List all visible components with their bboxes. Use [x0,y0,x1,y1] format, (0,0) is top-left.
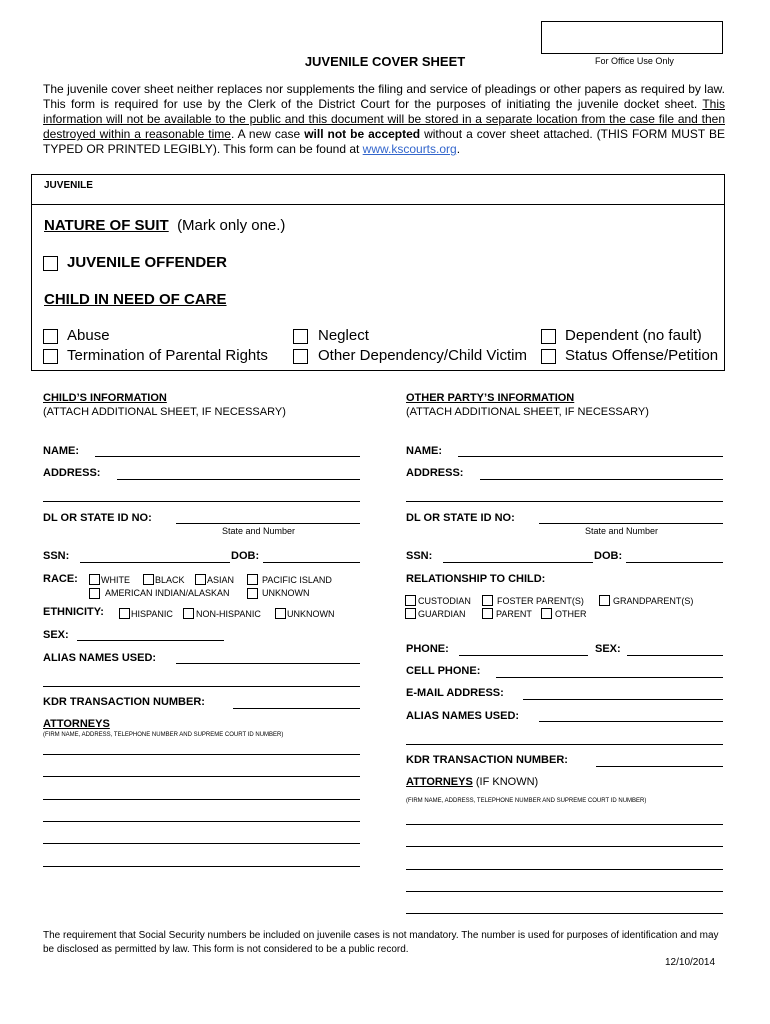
child-attorney-line-3[interactable] [43,799,360,800]
intro-paragraph: The juvenile cover sheet neither replaces nor supplements the filing and service of pleadings or other papers as required by law. This form is required for use by the Clerk of the District Court for the purposes of initiating the juvenile docket sheet. This information will not be available to the public and this document will be stored in a separate location from the case file and then destroyed within a reasonable time. A new case will not be accepted without a cover sheet attached. (THIS FORM MUST BE TYPED OR PRINTED LEGIBLY). This form can be found at www.kscourts.org. [43,82,726,156]
ethnicity-non-hispanic-checkbox[interactable] [183,608,194,619]
other-sex-label: SEX: [595,643,621,655]
termination-checkbox[interactable] [43,349,58,364]
other-kdr-label: KDR TRANSACTION NUMBER: [406,754,568,766]
relationship-custodian-label: CUSTODIAN [418,596,471,606]
race-asian-label: ASIAN [207,575,235,585]
dependent-checkbox[interactable] [541,329,556,344]
relationship-guardian-label: GUARDIAN [418,609,466,619]
other-email-label: E-MAIL ADDRESS: [406,687,504,699]
nature-of-suit-title: NATURE OF SUIT (Mark only one.) [44,217,286,234]
office-use-box[interactable] [541,21,723,54]
child-alias-field[interactable] [176,663,360,664]
relationship-custodian-checkbox[interactable] [405,595,416,606]
relationship-foster-parent-checkbox[interactable] [482,595,493,606]
other-ssn-field[interactable] [443,562,593,563]
child-kdr-field[interactable] [233,708,360,709]
other-address-label: ADDRESS: [406,467,464,479]
race-unknown-checkbox[interactable] [247,588,258,599]
juvenile-offender-label: JUVENILE OFFENDER [67,254,228,271]
relationship-grandparent-checkbox[interactable] [599,595,610,606]
abuse-checkbox[interactable] [43,329,58,344]
child-attorneys-note: (FIRM NAME, ADDRESS, TELEPHONE NUMBER AND SUPREME COURT ID NUMBER) [43,732,284,738]
ssn-disclaimer: The requirement that Social Security numbers be included on juvenile cases is not mandatory. The number is used for purposes of identification and may be disclosed as permitted by law. This form is not considered to be a public record. [43,930,719,955]
status-offense-label: Status Offense/Petition [565,347,719,364]
other-dependency-label: Other Dependency/Child Victim [318,347,527,364]
other-dependency-checkbox[interactable] [293,349,308,364]
other-phone-field[interactable] [459,655,588,656]
child-attorney-line-2[interactable] [43,776,360,777]
other-ssn-label: SSN: [406,550,433,562]
other-attorneys-heading: ATTORNEYS (IF KNOWN) [406,776,539,788]
other-kdr-field[interactable] [596,766,723,767]
ethnicity-hispanic-label: HISPANIC [131,609,173,619]
cinc-title: CHILD IN NEED OF CARE [44,291,227,308]
child-race-label: RACE: [43,573,78,585]
other-attorney-line-1[interactable] [406,824,723,825]
child-dob-field[interactable] [263,562,360,563]
child-sex-field[interactable] [77,640,224,641]
juvenile-box [31,174,725,205]
other-address-field-2[interactable] [406,501,723,502]
neglect-label: Neglect [318,327,369,344]
juvenile-offender-checkbox[interactable] [43,256,58,271]
other-info-heading: OTHER PARTY’S INFORMATION [406,392,575,404]
race-black-checkbox[interactable] [143,574,154,585]
other-alias-field-2[interactable] [406,744,723,745]
race-pacific-island-label: PACIFIC ISLAND [262,575,332,585]
child-alias-field-2[interactable] [43,686,360,687]
ethnicity-hispanic-checkbox[interactable] [119,608,130,619]
other-sex-field[interactable] [627,655,723,656]
relationship-other-checkbox[interactable] [541,608,552,619]
ethnicity-non-hispanic-label: NON-HISPANIC [196,609,261,619]
other-cell-field[interactable] [496,677,723,678]
child-attorney-line-1[interactable] [43,754,360,755]
child-attorney-line-5[interactable] [43,843,360,844]
other-dl-label: DL OR STATE ID NO: [406,512,515,524]
other-name-field[interactable] [458,456,723,457]
child-name-label: NAME: [43,445,80,457]
other-attorney-line-4[interactable] [406,891,723,892]
child-info-heading: CHILD’S INFORMATION [43,392,167,404]
form-date: 12/10/2014 [665,957,716,968]
kscourts-link[interactable]: www.kscourts.org [362,142,457,156]
child-attorneys-label: ATTORNEYS [43,718,110,730]
other-dl-field[interactable] [539,523,723,524]
status-offense-checkbox[interactable] [541,349,556,364]
relationship-guardian-checkbox[interactable] [405,608,416,619]
child-ssn-label: SSN: [43,550,70,562]
other-attorney-line-3[interactable] [406,869,723,870]
child-alias-label: ALIAS NAMES USED: [43,652,157,664]
race-white-checkbox[interactable] [89,574,100,585]
race-black-label: BLACK [155,575,185,585]
relationship-parent-checkbox[interactable] [482,608,493,619]
child-dob-label: DOB: [231,550,260,562]
child-ssn-field[interactable] [80,562,230,563]
child-name-field[interactable] [95,456,360,457]
juvenile-label: JUVENILE [44,180,93,191]
child-address-field-2[interactable] [43,501,360,502]
child-state-number-caption: State and Number [222,526,296,536]
relationship-parent-label: PARENT [496,609,532,619]
relationship-label: RELATIONSHIP TO CHILD: [406,573,546,585]
race-white-label: WHITE [101,575,130,585]
child-address-field[interactable] [117,479,360,480]
other-alias-field[interactable] [539,721,723,722]
other-email-field[interactable] [523,699,723,700]
child-attorney-line-6[interactable] [43,866,360,867]
relationship-grandparent-label: GRANDPARENT(S) [613,596,694,606]
neglect-checkbox[interactable] [293,329,308,344]
termination-label: Termination of Parental Rights [67,347,268,364]
office-use-label: For Office Use Only [595,56,674,66]
other-alias-label: ALIAS NAMES USED: [406,710,520,722]
dependent-label: Dependent (no fault) [565,327,702,344]
other-dob-field[interactable] [626,562,723,563]
other-state-number-caption: State and Number [585,526,659,536]
race-unknown-label: UNKNOWN [262,588,310,598]
race-asian-checkbox[interactable] [195,574,206,585]
race-american-indian-checkbox[interactable] [89,588,100,599]
child-kdr-label: KDR TRANSACTION NUMBER: [43,696,205,708]
other-address-field[interactable] [480,479,723,480]
child-info-subheading: (ATTACH ADDITIONAL SHEET, IF NECESSARY) [43,406,286,418]
child-attorney-line-4[interactable] [43,821,360,822]
relationship-other-label: OTHER [555,609,587,619]
other-name-label: NAME: [406,445,443,457]
other-cell-label: CELL PHONE: [406,665,481,677]
other-dob-label: DOB: [594,550,623,562]
child-ethnicity-label: ETHNICITY: [43,606,104,618]
other-attorney-line-2[interactable] [406,846,723,847]
other-phone-label: PHONE: [406,643,449,655]
child-dl-field[interactable] [176,523,360,524]
other-info-subheading: (ATTACH ADDITIONAL SHEET, IF NECESSARY) [406,406,649,418]
relationship-foster-parent-label: FOSTER PARENT(S) [497,596,584,606]
other-attorneys-note: (FIRM NAME, ADDRESS, TELEPHONE NUMBER AND SUPREME COURT ID NUMBER) [406,798,647,804]
ethnicity-unknown-label: UNKNOWN [287,609,335,619]
child-sex-label: SEX: [43,629,69,641]
child-dl-label: DL OR STATE ID NO: [43,512,152,524]
ethnicity-unknown-checkbox[interactable] [275,608,286,619]
race-american-indian-label: AMERICAN INDIAN/ALASKAN [105,588,230,598]
form-title: JUVENILE COVER SHEET [304,54,466,69]
other-attorney-line-5[interactable] [406,913,723,914]
abuse-label: Abuse [67,327,110,344]
child-address-label: ADDRESS: [43,467,101,479]
race-pacific-island-checkbox[interactable] [247,574,258,585]
